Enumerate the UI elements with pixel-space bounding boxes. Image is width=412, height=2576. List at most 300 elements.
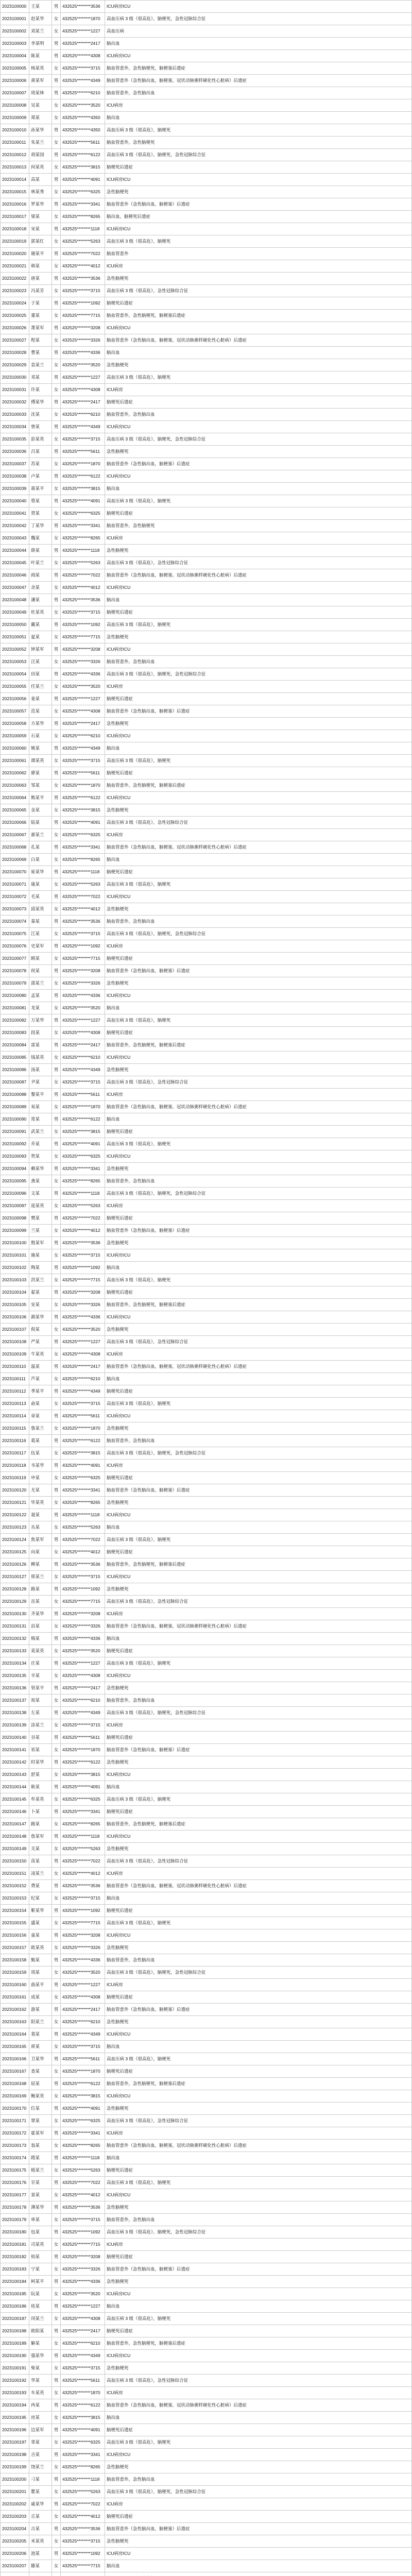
patient-name-cell: 靳某华 bbox=[29, 1905, 52, 1917]
id-number-cell: 432525********1870 bbox=[61, 13, 105, 25]
table-row bbox=[1, 2399, 412, 2412]
record-number-cell: 2023100093 bbox=[1, 1150, 29, 1163]
id-number-cell: 432525********1227 bbox=[61, 1657, 105, 1670]
diagnosis-cell: ICU病房 bbox=[105, 1348, 412, 1361]
id-number-cell bbox=[61, 2572, 105, 2576]
diagnosis-cell: 脑出血 bbox=[105, 1113, 412, 1126]
patient-name-cell: 乔某 bbox=[29, 1138, 52, 1150]
diagnosis-cell: 脑血管意外，急性脑出血 bbox=[105, 1694, 412, 1707]
table-row bbox=[1, 470, 412, 483]
table-row bbox=[1, 532, 412, 545]
id-number-cell: 432525********5263 bbox=[61, 2164, 105, 2177]
sex-cell: 男 bbox=[52, 1, 61, 13]
table-row bbox=[1, 347, 412, 359]
id-number-cell: 432525********1227 bbox=[61, 1014, 105, 1027]
id-number-cell: 432525********6210 bbox=[61, 730, 105, 742]
diagnosis-cell: ICU病房 bbox=[105, 1460, 412, 1472]
diagnosis-cell: ICU病房 bbox=[105, 1719, 412, 1732]
diagnosis-cell: 高血压病 3 级（很高危），急性冠脉综合征 bbox=[105, 557, 412, 569]
patient-name-cell: 彭某英 bbox=[29, 433, 52, 446]
id-number-cell: 432525********1092 bbox=[61, 940, 105, 953]
patient-name-cell: 韩某 bbox=[29, 260, 52, 273]
sex-cell: 男 bbox=[52, 594, 61, 606]
diagnosis-cell: 急性脑梗死 bbox=[105, 804, 412, 817]
id-number-cell: 432525********1118 bbox=[61, 2152, 105, 2164]
sex-cell: 女 bbox=[52, 1422, 61, 1435]
table-row bbox=[1, 2078, 412, 2090]
diagnosis-cell: 高血压病 3 级（很高危），脑梗死 bbox=[105, 2313, 412, 2325]
table-row bbox=[1, 1596, 412, 1608]
table-row bbox=[1, 643, 412, 656]
sex-cell: 女 bbox=[52, 483, 61, 495]
table-row bbox=[1, 2535, 412, 2548]
id-number-cell: 432525********3715 bbox=[61, 606, 105, 619]
diagnosis-cell: 高血压病 3 级（很高危），脑梗死 bbox=[105, 2177, 412, 2189]
record-number-cell: 2023100178 bbox=[1, 2201, 29, 2214]
patient-name-cell: 瞿某 bbox=[29, 2486, 52, 2498]
table-row bbox=[1, 1521, 412, 1534]
record-number-cell: 2023100058 bbox=[1, 718, 29, 730]
table-row bbox=[1, 1744, 412, 1756]
sex-cell: 女 bbox=[52, 656, 61, 668]
patient-name-cell: 詹某军 bbox=[29, 1831, 52, 1843]
sex-cell: 男 bbox=[52, 2498, 61, 2511]
id-number-cell: 432525********1092 bbox=[61, 1583, 105, 1596]
diagnosis-cell: 高血压病 3 级（很高危），脑梗死，急性冠脉综合征 bbox=[105, 1967, 412, 1979]
diagnosis-cell: 急性脑梗死 bbox=[105, 903, 412, 916]
id-number-cell: 432525********3326 bbox=[61, 334, 105, 347]
patient-name-cell: 常某 bbox=[29, 1113, 52, 1126]
sex-cell: 男 bbox=[52, 2177, 61, 2189]
sex-cell: 女 bbox=[52, 977, 61, 990]
sex-cell: 男 bbox=[52, 198, 61, 211]
diagnosis-cell: 脑血管意外（急性脑出血，脑梗塞）后遗症 bbox=[105, 1484, 412, 1497]
id-number-cell: 432525********4308 bbox=[61, 1991, 105, 2004]
diagnosis-cell: 急性脑梗死 bbox=[105, 1422, 412, 1435]
sex-cell: 男 bbox=[52, 718, 61, 730]
record-number-cell: 2023100202 bbox=[1, 2498, 29, 2511]
id-number-cell: 432525********7022 bbox=[61, 1212, 105, 1225]
sex-cell: 女 bbox=[52, 1052, 61, 1064]
table-row bbox=[1, 1806, 412, 1818]
id-number-cell: 432525********8265 bbox=[61, 1818, 105, 1831]
record-number-cell: 2023100133 bbox=[1, 1645, 29, 1657]
id-number-cell: 432525********4349 bbox=[61, 2350, 105, 2362]
record-number-cell: 2023100083 bbox=[1, 1027, 29, 1039]
sex-cell: 女 bbox=[52, 1892, 61, 1905]
patient-name-cell: 史某军 bbox=[29, 940, 52, 953]
table-row bbox=[1, 260, 412, 273]
table-row bbox=[1, 990, 412, 1002]
sex-cell: 女 bbox=[52, 1521, 61, 1534]
record-number-cell: 2023100207 bbox=[1, 2560, 29, 2572]
diagnosis-cell: 脑出血 bbox=[105, 1262, 412, 1274]
diagnosis-cell: 急性脑梗死 bbox=[105, 1756, 412, 1769]
diagnosis-cell bbox=[105, 2572, 412, 2576]
patient-name-cell: 易某 bbox=[29, 1101, 52, 1113]
diagnosis-cell: 高血压病 3 级（很高危），脑梗死 bbox=[105, 235, 412, 248]
id-number-cell: 432525********3326 bbox=[61, 977, 105, 990]
id-number-cell: 432525********6122 bbox=[61, 1435, 105, 1447]
table-row bbox=[1, 1175, 412, 1188]
record-number-cell: 2023100074 bbox=[1, 916, 29, 928]
sex-cell: 女 bbox=[52, 1571, 61, 1583]
patient-name-cell: 司某英 bbox=[29, 2239, 52, 2251]
record-number-cell: 2023100066 bbox=[1, 817, 29, 829]
table-row bbox=[1, 2548, 412, 2560]
patient-name-cell: 孙某华 bbox=[29, 124, 52, 137]
sex-cell: 男 bbox=[52, 50, 61, 62]
table-row bbox=[1, 87, 412, 99]
patient-name-cell: 游某 bbox=[29, 2004, 52, 2016]
table-row bbox=[1, 569, 412, 582]
table-row bbox=[1, 779, 412, 792]
id-number-cell: 432525********2417 bbox=[61, 718, 105, 730]
patient-name-cell: 樊某 bbox=[29, 1212, 52, 1225]
id-number-cell: 432525********8265 bbox=[61, 532, 105, 545]
id-number-cell: 432525********3715 bbox=[61, 1571, 105, 1583]
id-number-cell: 432525********4349 bbox=[61, 1064, 105, 1076]
patient-name-cell: 魏某 bbox=[29, 532, 52, 545]
id-number-cell: 432525********3536 bbox=[61, 1, 105, 13]
record-number-cell: 2023100105 bbox=[1, 1299, 29, 1311]
patient-name-cell: 鲍某英 bbox=[29, 2090, 52, 2103]
id-number-cell: 432525********7715 bbox=[61, 2560, 105, 2572]
table-row bbox=[1, 1373, 412, 1385]
sex-cell: 男 bbox=[52, 742, 61, 755]
patient-name-cell: 房某 bbox=[29, 2412, 52, 2424]
table-row bbox=[1, 2511, 412, 2523]
diagnosis-cell: ICU病房ICU bbox=[105, 1831, 412, 1843]
table-row bbox=[1, 2226, 412, 2239]
id-number-cell: 432525********6325 bbox=[61, 507, 105, 520]
table-row bbox=[1, 977, 412, 990]
record-number-cell: 2023100090 bbox=[1, 1113, 29, 1126]
record-number-cell: 2023100100 bbox=[1, 1237, 29, 1249]
table-row bbox=[1, 1064, 412, 1076]
record-number-cell: 2023100068 bbox=[1, 841, 29, 854]
record-number-cell: 2023100089 bbox=[1, 1101, 29, 1113]
table-row bbox=[1, 1225, 412, 1237]
diagnosis-cell: 脑出血 bbox=[105, 1781, 412, 1793]
table-row bbox=[1, 310, 412, 322]
id-number-cell: 432525********3815 bbox=[61, 1126, 105, 1138]
patient-name-cell: 陈某 bbox=[29, 50, 52, 62]
table-row bbox=[1, 2016, 412, 2028]
record-number-cell: 2023100164 bbox=[1, 2028, 29, 2041]
diagnosis-cell: 脑梗死后遗症 bbox=[105, 2164, 412, 2177]
table-row bbox=[1, 433, 412, 446]
record-number-cell: 2023100145 bbox=[1, 1793, 29, 1806]
record-number-cell: 2023100167 bbox=[1, 2065, 29, 2078]
sex-cell: 女 bbox=[52, 878, 61, 891]
table-row bbox=[1, 1608, 412, 1620]
sex-cell: 男 bbox=[52, 1806, 61, 1818]
patient-name-cell: 沈某 bbox=[29, 409, 52, 421]
patient-name-cell: 翁某 bbox=[29, 2140, 52, 2152]
id-number-cell: 432525********4350 bbox=[61, 112, 105, 124]
patient-name-cell: 蒋某平 bbox=[29, 483, 52, 495]
sex-cell: 女 bbox=[52, 705, 61, 718]
diagnosis-cell: 脑梗死后遗症 bbox=[105, 1732, 412, 1744]
record-number-cell: 2023100030 bbox=[1, 371, 29, 384]
diagnosis-cell: 高血压病 3 级（很高危），脑梗死，急性冠脉综合征 bbox=[105, 2486, 412, 2498]
diagnosis-cell: 高血压病 3 级（很高危），脑梗死 bbox=[105, 1274, 412, 1286]
id-number-cell: 432525********3715 bbox=[61, 2041, 105, 2053]
record-number-cell: 2023100149 bbox=[1, 1843, 29, 1855]
patient-name-cell: 曾某 bbox=[29, 421, 52, 433]
sex-cell: 女 bbox=[52, 1843, 61, 1855]
table-row bbox=[1, 1645, 412, 1657]
table-row bbox=[1, 1460, 412, 1472]
record-number-cell: 2023100000 bbox=[1, 1, 29, 13]
record-number-cell: 2023100131 bbox=[1, 1620, 29, 1633]
table-row bbox=[1, 953, 412, 965]
record-number-cell: 2023100002 bbox=[1, 25, 29, 38]
sex-cell: 女 bbox=[52, 1200, 61, 1212]
patient-name-cell: 辛某 bbox=[29, 1670, 52, 1682]
record-number-cell: 2023100004 bbox=[1, 50, 29, 62]
patient-name-cell: 段某 bbox=[29, 1027, 52, 1039]
table-row bbox=[1, 1991, 412, 2004]
record-number-cell: 2023100087 bbox=[1, 1076, 29, 1089]
id-number-cell: 432525********3715 bbox=[61, 2214, 105, 2226]
sex-cell: 男 bbox=[52, 495, 61, 507]
sex-cell: 女 bbox=[52, 1101, 61, 1113]
sex-cell: 女 bbox=[52, 1670, 61, 1682]
patient-name-cell: 景某 bbox=[29, 2189, 52, 2201]
patient-name-cell: 葛某 bbox=[29, 1435, 52, 1447]
diagnosis-cell: ICU病房ICU bbox=[105, 1311, 412, 1324]
table-row bbox=[1, 792, 412, 804]
id-number-cell: 432525********5611 bbox=[61, 767, 105, 779]
diagnosis-cell: ICU病房 bbox=[105, 260, 412, 273]
table-row bbox=[1, 1929, 412, 1942]
table-row bbox=[1, 1200, 412, 1212]
diagnosis-cell: 高血压病 3 级（很高危），脑梗死 bbox=[105, 371, 412, 384]
id-number-cell: 432525********6210 bbox=[61, 1373, 105, 1385]
sex-cell: 女 bbox=[52, 2486, 61, 2498]
table-row bbox=[1, 334, 412, 347]
record-number-cell: 2023100193 bbox=[1, 2387, 29, 2399]
record-number-cell: 2023100156 bbox=[1, 1929, 29, 1942]
table-row bbox=[1, 25, 412, 38]
patient-name-cell: 凌某兰 bbox=[29, 1868, 52, 1880]
table-row bbox=[1, 2177, 412, 2189]
record-number-cell: 2023100015 bbox=[1, 186, 29, 198]
sex-cell: 女 bbox=[52, 409, 61, 421]
sex-cell: 男 bbox=[52, 545, 61, 557]
id-number-cell: 432525********4308 bbox=[61, 50, 105, 62]
records-table-body bbox=[1, 1, 412, 2576]
patient-name-cell: 薛某 bbox=[29, 545, 52, 557]
record-number-cell: 2023100144 bbox=[1, 1781, 29, 1793]
patient-name-cell: 辜某 bbox=[29, 2436, 52, 2449]
diagnosis-cell: 脑出血 bbox=[105, 2041, 412, 2053]
id-number-cell: 432525********6122 bbox=[61, 1756, 105, 1769]
diagnosis-cell: 脑出血 bbox=[105, 2412, 412, 2424]
diagnosis-cell: 脑血管意外，急性脑梗死 bbox=[105, 137, 412, 149]
patient-name-cell: 华某 bbox=[29, 2375, 52, 2387]
record-number-cell: 2023100062 bbox=[1, 767, 29, 779]
table-row bbox=[1, 75, 412, 87]
patient-name-cell: 石某 bbox=[29, 730, 52, 742]
id-number-cell: 432525********5263 bbox=[61, 1200, 105, 1212]
record-number-cell: 2023100044 bbox=[1, 545, 29, 557]
diagnosis-cell: 高血压病 3 级（很高危），脑梗死 bbox=[105, 1917, 412, 1929]
diagnosis-cell: 脑血管意外，急性脑梗死，脑梗塞后遗症 bbox=[105, 1818, 412, 1831]
diagnosis-cell: 急性脑梗死 bbox=[105, 1064, 412, 1076]
sex-cell: 女 bbox=[52, 730, 61, 742]
id-number-cell: 432525********3715 bbox=[61, 1398, 105, 1410]
record-number-cell: 2023100017 bbox=[1, 211, 29, 223]
table-row bbox=[1, 396, 412, 409]
id-number-cell: 432525********3208 bbox=[61, 1929, 105, 1942]
diagnosis-cell: ICU病房ICU bbox=[105, 2548, 412, 2560]
id-number-cell: 432525********3341 bbox=[61, 2127, 105, 2140]
patient-name-cell: 时某华 bbox=[29, 1756, 52, 1769]
record-number-cell: 2023100014 bbox=[1, 174, 29, 186]
sex-cell: 男 bbox=[52, 174, 61, 186]
sex-cell: 男 bbox=[52, 792, 61, 804]
sex-cell: 男 bbox=[52, 2078, 61, 2090]
diagnosis-cell: 急性脑梗死 bbox=[105, 1682, 412, 1694]
table-row bbox=[1, 1546, 412, 1558]
diagnosis-cell: ICU病房 bbox=[105, 2239, 412, 2251]
diagnosis-cell: 脑出血 bbox=[105, 1373, 412, 1385]
sex-cell: 女 bbox=[52, 1596, 61, 1608]
sex-cell: 男 bbox=[52, 1831, 61, 1843]
record-number-cell: 2023100174 bbox=[1, 2152, 29, 2164]
patient-name-cell: 韦某华 bbox=[29, 1460, 52, 1472]
sex-cell: 女 bbox=[52, 1917, 61, 1929]
diagnosis-cell: 高血压病 3 级（很高危），脑梗死 bbox=[105, 2436, 412, 2449]
table-row bbox=[1, 1398, 412, 1410]
table-row bbox=[1, 1793, 412, 1806]
record-number-cell: 2023100125 bbox=[1, 1546, 29, 1558]
id-number-cell: 432525********7022 bbox=[61, 569, 105, 582]
sex-cell: 男 bbox=[52, 866, 61, 878]
id-number-cell: 432525********1118 bbox=[61, 1188, 105, 1200]
patient-name-cell: 汪某 bbox=[29, 656, 52, 668]
sex-cell: 女 bbox=[52, 1324, 61, 1336]
patient-name-cell: 毕某英 bbox=[29, 1497, 52, 1509]
patient-name-cell: 管某平 bbox=[29, 1682, 52, 1694]
diagnosis-cell: 脑血管意外（急性脑出血，脑梗塞，冠状动脉粥样硬化性心脏病）后遗症 bbox=[105, 334, 412, 347]
diagnosis-cell: 急性脑梗死 bbox=[105, 1583, 412, 1596]
patient-name-cell: 鲁某兰 bbox=[29, 1422, 52, 1435]
sex-cell: 男 bbox=[52, 1979, 61, 1991]
patient-name-cell: 胡某国 bbox=[29, 149, 52, 161]
id-number-cell: 432525********4336 bbox=[61, 668, 105, 681]
patient-name-cell: 柴某 bbox=[29, 2362, 52, 2375]
record-number-cell: 2023100200 bbox=[1, 2473, 29, 2486]
table-row bbox=[1, 916, 412, 928]
sex-cell: 女 bbox=[52, 2387, 61, 2399]
sex-cell: 男 bbox=[52, 1633, 61, 1645]
sex-cell: 男 bbox=[52, 2350, 61, 2362]
table-row bbox=[1, 1979, 412, 1991]
diagnosis-cell: 急性脑梗死 bbox=[105, 1237, 412, 1249]
id-number-cell: 432525********3815 bbox=[61, 1769, 105, 1781]
table-row bbox=[1, 1694, 412, 1707]
id-number-cell: 432525********4012 bbox=[61, 903, 105, 916]
patient-name-cell: 舒某 bbox=[29, 1769, 52, 1781]
record-number-cell: 2023100115 bbox=[1, 1422, 29, 1435]
table-row bbox=[1, 1855, 412, 1868]
patient-name-cell: 植某兰 bbox=[29, 2164, 52, 2177]
id-number-cell: 432525********4012 bbox=[61, 582, 105, 594]
table-row bbox=[1, 359, 412, 371]
diagnosis-cell: ICU病房 bbox=[105, 1868, 412, 1880]
diagnosis-cell: 急性脑梗死 bbox=[105, 2103, 412, 2115]
record-number-cell: 2023100132 bbox=[1, 1633, 29, 1645]
diagnosis-cell: 脑血管意外，急性脑梗死，脑梗塞后遗症 bbox=[105, 62, 412, 75]
sex-cell: 女 bbox=[52, 804, 61, 817]
record-number-cell: 2023100023 bbox=[1, 285, 29, 297]
sex-cell: 女 bbox=[52, 1868, 61, 1880]
sex-cell: 男 bbox=[52, 2276, 61, 2288]
table-row bbox=[1, 767, 412, 779]
id-number-cell: 432525********6210 bbox=[61, 1052, 105, 1064]
diagnosis-cell: 高血压病 3 级（很高危），脑梗死 bbox=[105, 1138, 412, 1150]
id-number-cell: 432525********1870 bbox=[61, 2065, 105, 2078]
id-number-cell: 432525********4336 bbox=[61, 1311, 105, 1324]
diagnosis-cell: 脑出血 bbox=[105, 112, 412, 124]
table-row bbox=[1, 2337, 412, 2350]
diagnosis-cell: 急性脑梗死 bbox=[105, 1942, 412, 1954]
record-number-cell: 2023100162 bbox=[1, 2004, 29, 2016]
sex-cell: 女 bbox=[52, 1942, 61, 1954]
sex-cell: 女 bbox=[52, 1398, 61, 1410]
patient-name-cell: 贺某 bbox=[29, 1150, 52, 1163]
sex-cell: 男 bbox=[52, 817, 61, 829]
sex-cell bbox=[52, 2572, 61, 2576]
diagnosis-cell: 脑梗死后遗症 bbox=[105, 1286, 412, 1299]
table-row bbox=[1, 2486, 412, 2498]
table-row bbox=[1, 2412, 412, 2424]
id-number-cell: 432525********1870 bbox=[61, 779, 105, 792]
diagnosis-cell: 急性脑梗死 bbox=[105, 545, 412, 557]
id-number-cell: 432525********7022 bbox=[61, 248, 105, 260]
id-number-cell: 432525********3715 bbox=[61, 2535, 105, 2548]
record-number-cell: 2023100010 bbox=[1, 124, 29, 137]
sex-cell: 女 bbox=[52, 557, 61, 569]
sex-cell: 男 bbox=[52, 1484, 61, 1497]
record-number-cell: 2023100005 bbox=[1, 62, 29, 75]
diagnosis-cell: 高血压病 bbox=[105, 25, 412, 38]
record-number-cell: 2023100126 bbox=[1, 1558, 29, 1571]
record-number-cell: 2023100102 bbox=[1, 1262, 29, 1274]
table-row bbox=[1, 841, 412, 854]
table-row bbox=[1, 1101, 412, 1113]
id-number-cell: 432525********1092 bbox=[61, 2226, 105, 2239]
diagnosis-cell: 急性脑梗死 bbox=[105, 2535, 412, 2548]
record-number-cell: 2023100134 bbox=[1, 1657, 29, 1670]
sex-cell: 女 bbox=[52, 779, 61, 792]
record-number-cell: 2023100092 bbox=[1, 1138, 29, 1150]
sex-cell: 女 bbox=[52, 2041, 61, 2053]
record-number-cell: 2023100111 bbox=[1, 1373, 29, 1385]
sex-cell: 男 bbox=[52, 1188, 61, 1200]
record-number-cell: 2023100067 bbox=[1, 829, 29, 841]
record-number-cell: 2023100138 bbox=[1, 1707, 29, 1719]
diagnosis-cell: 脑血管意外（急性脑出血，脑梗塞，冠状动脉粥样硬化性心脏病）后遗症 bbox=[105, 1620, 412, 1633]
patient-name-cell: 罗某华 bbox=[29, 198, 52, 211]
table-row bbox=[1, 384, 412, 396]
id-number-cell: 432525********1118 bbox=[61, 545, 105, 557]
table-row bbox=[1, 2436, 412, 2449]
